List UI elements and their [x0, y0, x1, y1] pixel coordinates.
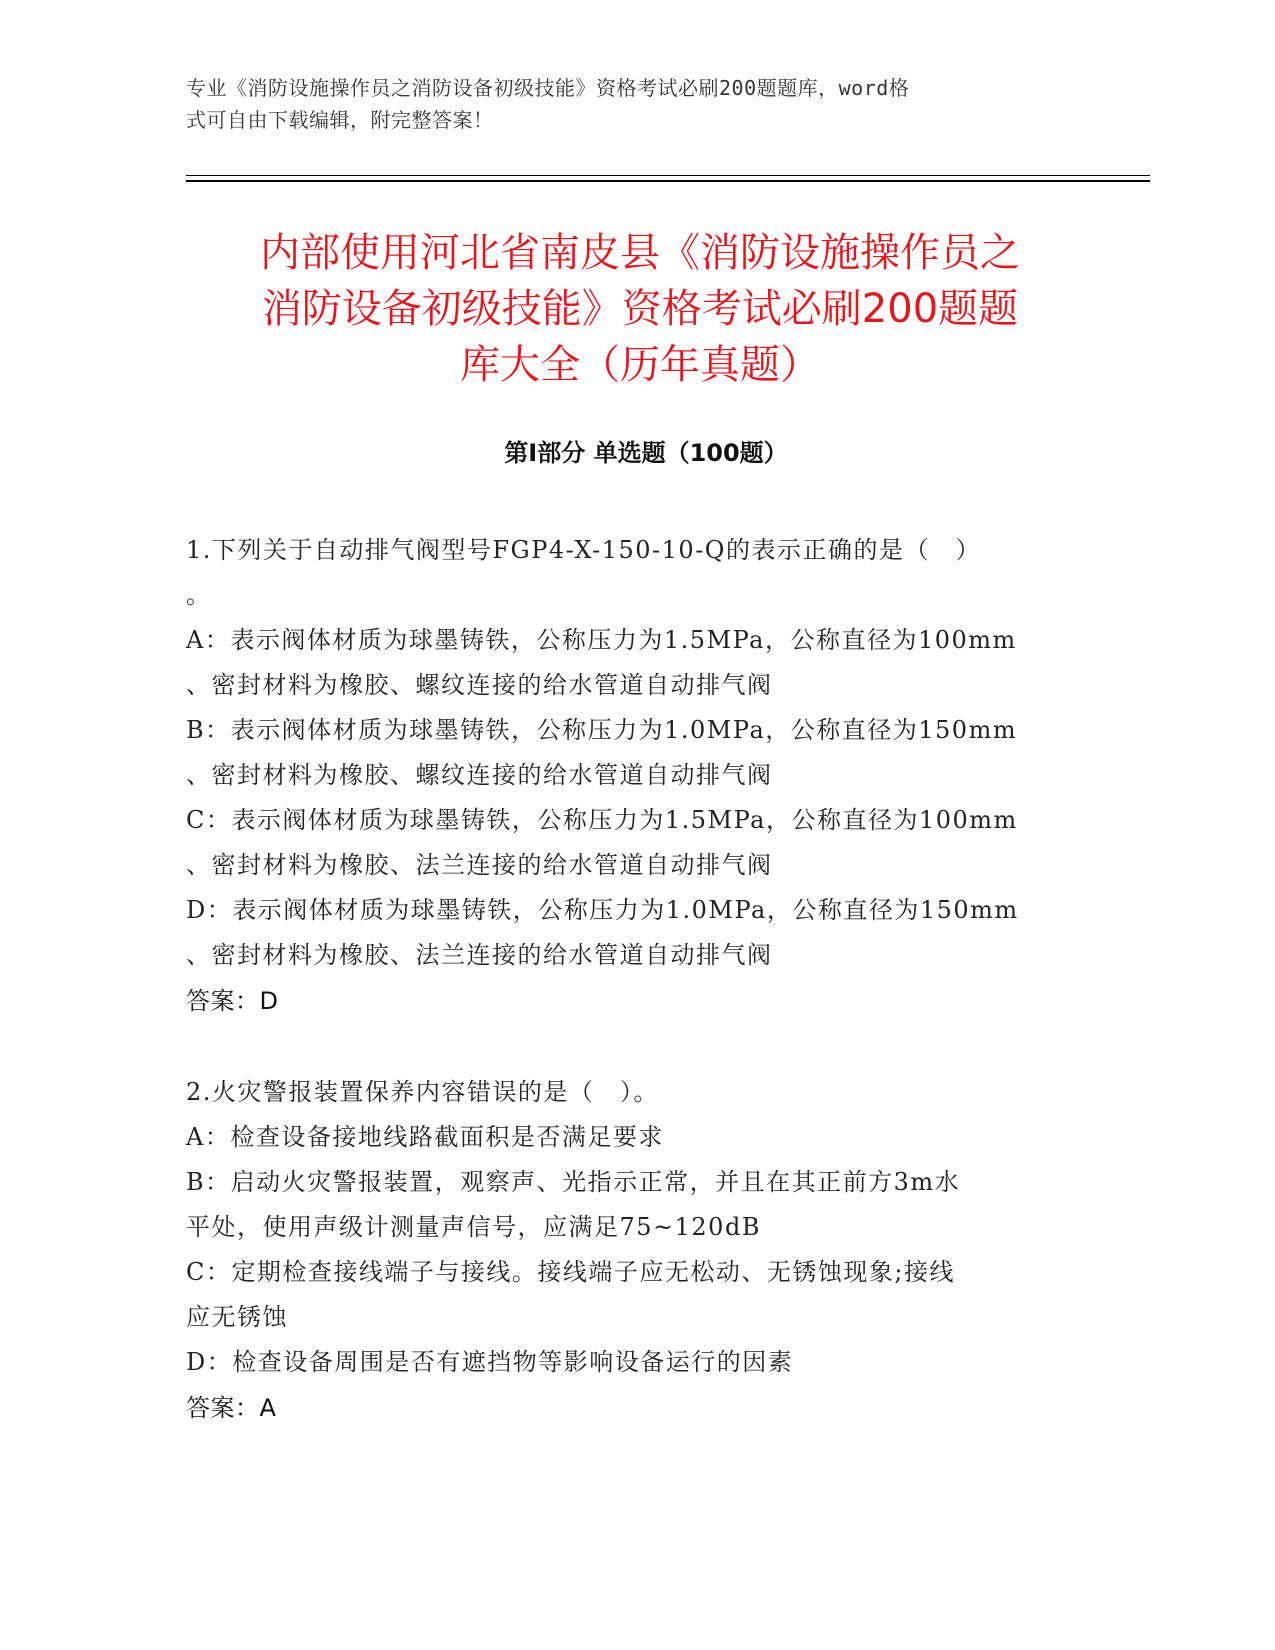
- option-a: A：检查设备接地线路截面积是否满足要求: [186, 1123, 664, 1151]
- header-divider-thin: [186, 175, 1150, 176]
- question-stem: 。: [186, 581, 212, 609]
- question-stem: 1.下列关于自动排气阀型号FGP4-X-150-10-Q的表示正确的是（ ）: [186, 536, 981, 564]
- option-c: C：定期检查接线端子与接线。接线端子应无松动、无锈蚀现象;接线: [186, 1258, 955, 1286]
- header-note-line: 式可自由下载编辑，附完整答案！: [186, 108, 494, 132]
- title-line: 消防设备初级技能》资格考试必刷200题题: [261, 286, 1019, 332]
- option-c: C：表示阀体材质为球墨铸铁，公称压力为1.5MPa，公称直径为100mm: [186, 806, 1018, 834]
- section-title: 第Ⅰ部分 单选题（100题）: [504, 439, 788, 467]
- question-stem: 2.火灾警报装置保养内容错误的是（ ）。: [186, 1078, 659, 1106]
- answer-label: 答案：A: [186, 1394, 277, 1422]
- answer-label: 答案：D: [186, 987, 279, 1015]
- document-title: [150, 225, 1130, 393]
- option-b: 、密封材料为橡胶、螺纹连接的给水管道自动排气阀: [186, 761, 773, 789]
- option-d: 、密封材料为橡胶、法兰连接的给水管道自动排气阀: [186, 941, 773, 969]
- option-d: D：检查设备周围是否有遮挡物等影响设备运行的因素: [186, 1348, 794, 1376]
- question-1: [186, 528, 1086, 1024]
- header-divider-thick: [186, 180, 1150, 182]
- option-c: 、密封材料为橡胶、法兰连接的给水管道自动排气阀: [186, 851, 773, 879]
- option-a: 、密封材料为橡胶、螺纹连接的给水管道自动排气阀: [186, 671, 773, 699]
- header-note-line: 专业《消防设施操作员之消防设备初级技能》资格考试必刷200题题库，word格: [186, 76, 910, 100]
- option-a: A：表示阀体材质为球墨铸铁，公称压力为1.5MPa，公称直径为100mm: [186, 626, 1017, 654]
- title-line: 内部使用河北省南皮县《消防设施操作员之: [260, 230, 1020, 276]
- option-c: 应无锈蚀: [186, 1303, 288, 1331]
- option-b: 平处，使用声级计测量声信号，应满足75~120dB: [186, 1213, 761, 1241]
- header-note: [186, 72, 1066, 136]
- option-d: D：表示阀体材质为球墨铸铁，公称压力为1.0MPa，公称直径为150mm: [186, 896, 1019, 924]
- option-b: B：启动火灾警报装置，观察声、光指示正常，并且在其正前方3m水: [186, 1168, 961, 1196]
- option-b: B：表示阀体材质为球墨铸铁，公称压力为1.0MPa，公称直径为150mm: [186, 716, 1018, 744]
- title-line: 库大全（历年真题）: [460, 342, 820, 388]
- question-2: [186, 1070, 1086, 1431]
